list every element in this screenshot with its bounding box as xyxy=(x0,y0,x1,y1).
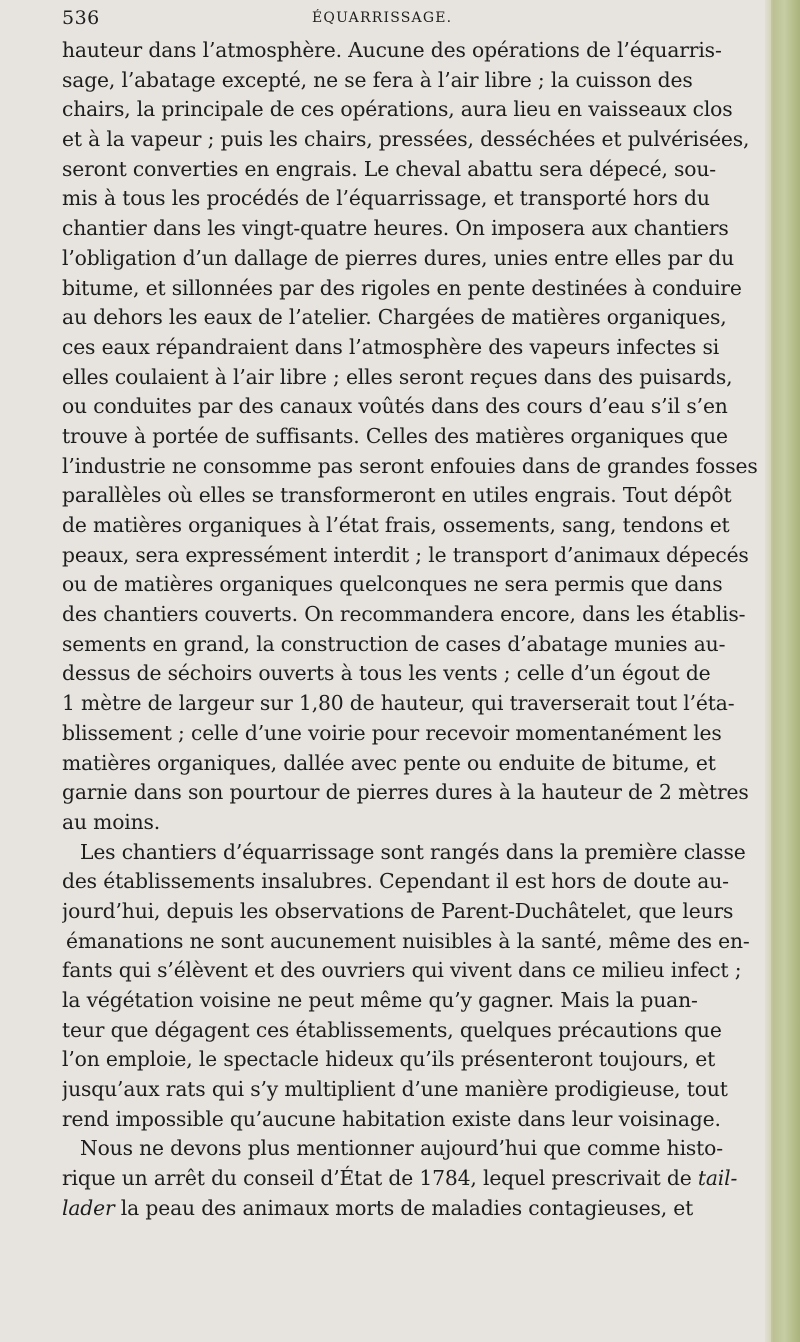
text-line: ou de matières organiques quelconques ne sera permis que dans xyxy=(62,572,723,597)
text-segment: rique un arrêt du conseil d’État de 1784, lequel prescrivait de xyxy=(62,1166,698,1191)
page-header xyxy=(62,7,752,33)
text-line: seront converties en engrais. Le cheval abattu sera dépecé, sou- xyxy=(62,156,716,181)
text-segment: la peau des animaux morts de maladies contagieuses, et xyxy=(114,1195,694,1220)
paragraph-start-line: Les chantiers d’équarrissage sont rangés dans la première classe xyxy=(80,839,746,864)
italic-word: tail- xyxy=(697,1166,738,1191)
text-line: parallèles où elles se transformeront en utiles engrais. Tout dépôt xyxy=(62,483,732,508)
text-line: et à la vapeur ; puis les chairs, pressées, desséchées et pulvérisées, xyxy=(62,127,750,152)
text-line xyxy=(62,1194,762,1224)
text-line: teur que dégagent ces établissements, quelques précautions que xyxy=(62,1017,722,1042)
text-line: mis à tous les procédés de l’équarrissage, et transporté hors du xyxy=(62,186,710,211)
text-line: chairs, la principale de ces opérations, aura lieu en vaisseaux clos xyxy=(62,97,733,122)
text-line: l’on emploie, le spectacle hideux qu’ils présenteront toujours, et xyxy=(62,1047,716,1072)
right-page-edge xyxy=(765,0,800,1342)
text-line: bitume, et sillonnées par des rigoles en pente destinées à conduire xyxy=(62,275,742,300)
text-line: rend impossible qu’aucune habitation existe dans leur voisinage. xyxy=(62,1106,721,1131)
text-line: 1 mètre de largeur sur 1,80 de hauteur, qui traverserait tout l’éta- xyxy=(62,691,735,716)
text-line: garnie dans son pourtour de pierres dures à la hauteur de 2 mètres xyxy=(62,780,749,805)
text-line: matières organiques, dallée avec pente ou enduite de bitume, et xyxy=(62,750,716,775)
page-number: 536 xyxy=(62,7,100,29)
text-line: au moins. xyxy=(62,809,161,834)
text-line xyxy=(62,1164,762,1194)
body-text xyxy=(62,36,762,1331)
text-line: fants qui s’élèvent et des ouvriers qui vivent dans ce milieu infect ; xyxy=(62,958,742,983)
text-line: ou conduites par des canaux voûtés dans des cours d’eau s’il s’en xyxy=(62,394,728,419)
text-line: ces eaux répandraient dans l’atmosphère des vapeurs infectes si xyxy=(62,334,720,359)
text-line: émanations ne sont aucunement nuisibles à la santé, même des en- xyxy=(66,928,750,953)
text-line: sements en grand, la construction de cases d’abatage munies au- xyxy=(62,631,726,656)
text-line: chantier dans les vingt-quatre heures. On imposera aux chantiers xyxy=(62,216,729,241)
paragraph-start-line: Nous ne devons plus mentionner aujourd’hui que comme histo- xyxy=(80,1136,723,1161)
text-line: trouve à portée de suffisants. Celles des matières organiques que xyxy=(62,423,728,448)
text-line: elles coulaient à l’air libre ; elles seront reçues dans des puisards, xyxy=(62,364,733,389)
text-line: la végétation voisine ne peut même qu’y gagner. Mais la puan- xyxy=(62,988,698,1012)
text-line: hauteur dans l’atmosphère. Aucune des opérations de l’équarris- xyxy=(62,38,722,62)
text-line: l’obligation d’un dallage de pierres dures, unies entre elles par du xyxy=(62,245,735,270)
text-line: jusqu’aux rats qui s’y multiplient d’une manière prodigieuse, tout xyxy=(62,1077,728,1102)
text-line: des établissements insalubres. Cependant il est hors de doute au- xyxy=(62,869,729,894)
text-line: au dehors les eaux de l’atelier. Chargées de matières organiques, xyxy=(62,305,727,330)
running-head: ÉQUARRISSAGE. xyxy=(312,10,453,26)
text-line: peaux, sera expressément interdit ; le transport d’animaux dépecés xyxy=(62,542,749,567)
text-line: jourd’hui, depuis les observations de Parent-Duchâtelet, que leurs xyxy=(62,898,734,923)
text-line: l’industrie ne consomme pas seront enfouies dans de grandes fosses xyxy=(62,453,758,478)
text-line: blissement ; celle d’une voirie pour recevoir momentanément les xyxy=(62,720,722,745)
text-line: des chantiers couverts. On recommandera encore, dans les établis- xyxy=(62,602,746,627)
text-line: sage, l’abatage excepté, ne se fera à l’air libre ; la cuisson des xyxy=(62,67,693,92)
text-line: dessus de séchoirs ouverts à tous les vents ; celle d’un égout de xyxy=(62,661,711,686)
italic-word: lader xyxy=(62,1195,115,1220)
text-line: de matières organiques à l’état frais, ossements, sang, tendons et xyxy=(62,513,730,537)
